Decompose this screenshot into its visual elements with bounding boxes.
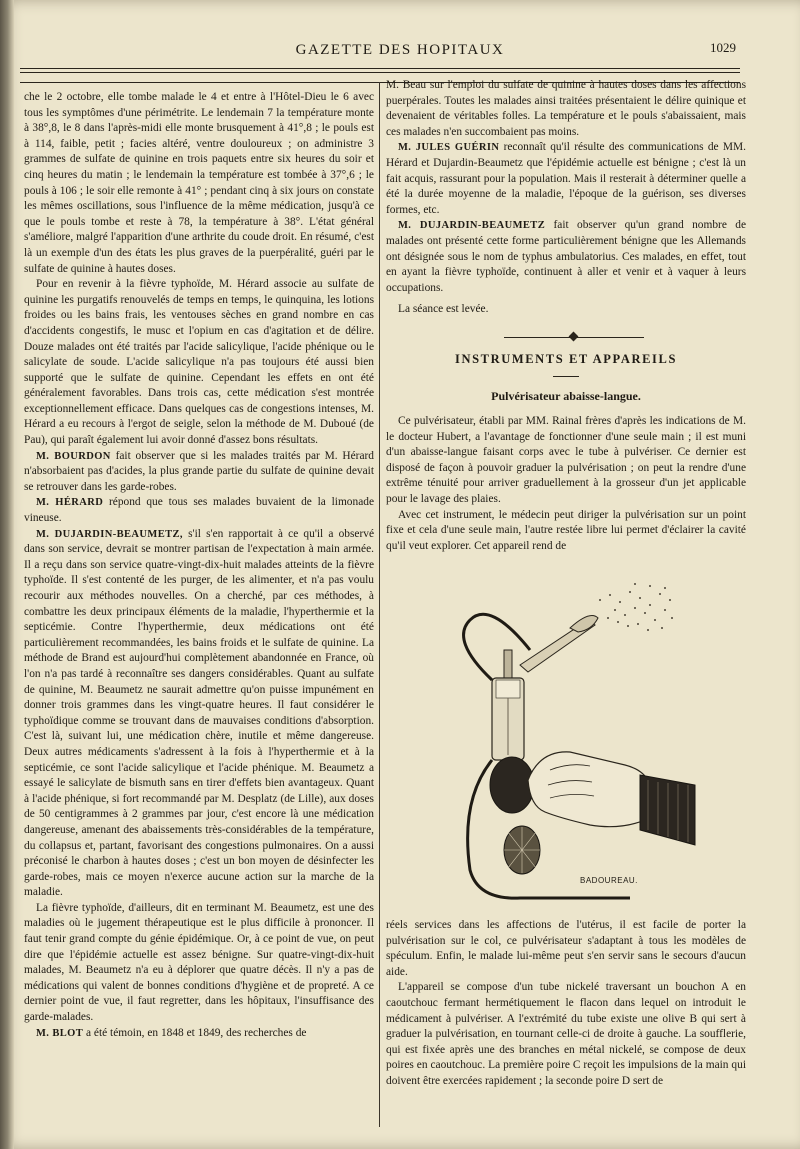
paragraph: La séance est levée. [398,303,489,316]
paragraph: L'appareil se compose d'un tube nickelé traversant un bouchon A en caoutchouc fermant hermétiquement le flacon dans lequel on introduit le médicament à pulvériser. A l'extrémité du tube existe une olive B qui sert à graduer la pulvérisation, en tournant celle-ci de droite à gauche. La soufflerie, qui est fixée après une des branches en métal nickelé, se compose de deux poires en caoutchouc. La première poire C reçoit les impulsions de la main qui doivent être exercées rapidement ; la seconde poire D sert de [386,981,746,1087]
right-column-top [386,78,746,554]
paragraph-text: reconnaît qu'il résulte des communications de MM. Hérard et Dujardin-Beaumetz que l'épidémie actuelle est bénigne ; c'est là un fait acquis, rassurant pour la population. Mais il resterait à déterminer quelle a été la durée moyenne de la maladie, l'époque de la guérison, ses diverses formes, etc. [386,141,746,216]
right-column-bottom [386,918,746,1090]
section-heading: INSTRUMENTS ET APPAREILS [454,351,677,366]
paragraph: Ce pulvérisateur, établi par MM. Rainal frères d'après les indications de M. le docteur Hubert, a l'avantage de fonctionner d'une seule main ; il est muni d'un abaisse-langue faisant corps avec le tube à pulvériser. Ce dernier est disposé de façon à pouvoir graduer la pulvérisation ; on peut la rendre d'une extrême ténuité pour arriver graduellement à la grosseur d'un jet applicable pour le lavage des plaies. [386,415,746,506]
paragraph: réels services dans les affections de l'utérus, il est facile de porter la pulvérisation sur le col, ce pulvérisateur s'adaptant à tous les modèles de spéculum. Enfin, le malade lui-même peut s'en servir sans le secours d'aucun aide. [386,919,746,978]
page-number: 1029 [710,40,736,55]
ornament-diamond-icon [569,331,579,341]
binding-spine [0,0,14,1149]
speaker-name: M. BOURDON [36,450,111,462]
atomizer-illustration [450,580,700,910]
section-ornament [386,332,746,342]
column-divider [379,82,380,1127]
paragraph [24,1026,374,1042]
paragraph [24,495,374,526]
paragraph: La fièvre typhoïde, d'ailleurs, dit en terminant M. Beaumetz, est une des maladies où le jugement thérapeutique est le plus difficile à prononcer. Il faut tenir grand compte du génie épidémique. Or, à ce point de vue, on peut dire que l'épidémie actuelle est assez bénigne. Sur quatre-vingt-dix-huit malades, M. Beaumetz n'a eu à déplorer que quatre décès. Il n'y a pas de médications qui valent de bonnes conditions d'hygiène et de propreté. A ce dernier point de vue, il faut regretter, dans les hôpitaux, l'insuffisance des garde-malades. [24,901,374,1024]
speaker-name: M. HÉRARD [36,497,104,509]
paragraph-text: répond que tous ses malades buvaient de la limonade vineuse. [24,496,374,525]
paragraph-text: fait observer que si les malades traités par M. Hérard n'absorbaient pas d'acides, la plus grande partie du sulfate de quinine devait se retrouver dans les garde-robes. [24,449,374,493]
paragraph [24,449,374,496]
speaker-name: M. JULES GUÉRIN [398,142,500,154]
header-rule [20,72,740,73]
speaker-name: M. DUJARDIN-BEAUMETZ, [36,528,183,540]
paragraph [386,140,746,218]
speaker-name: M. BLOT [36,1027,84,1039]
paragraph-text: s'il s'en rapportait à ce qu'il a observé dans son service, devrait se montrer partisan de l'expectation à main armée. Il a reçu dans son service quatre-vingt-dix-huit malades atteints de la fièvre typhoïde. Il s'est contenté de les purger, de les alimenter, et n'a pas voulu recourir aux méthodes nouvelles. On a cherché, par ces méthodes, à combattre les deux principaux éléments de la maladie, l'hyperthermie et la septicémie. Contre l'hyperthermie, deux médications ont été particulièrement recommandées, les bains froids et le sulfate de quinine. La méthode de Brand est aujourd'hui complètement abandonnée en France, où l'on n'a pas tardé à reconnaître ses dangers considérables. Quant au sulfate de quinine, M. Beaumetz ne saurait admettre qu'on puisse impunément en donner trois grammes dans les vingt-quatre heures. Il faut considérer le typhoïdique comme se trouvant dans de mauvaises conditions d'absorption. C'est là, suivant lui, une médication chère, inutile et même dangereuse. Deux autres médicaments s'adressent à la fois à l'hyperthermie et à la septicémie, ce sont l'acide salicylique et l'acide phénique. M. Beaumetz a essayé le salicylate de bismuth sans en tirer d'effets bien avantageux. Quant à l'acide phénique, si fort recommandé par M. Desplatz (de Lille), aux doses de 50 centigrammes à 2 grammes par jour, c'est encore là une médication dangereuse, amenant des abaissements très-considérables de la température, du collapsus et, partant, favorisant des congestions pulmonaires. On a aussi préconisé le charbon à hautes doses ; c'est un bon moyen de désinfecter les garde-robes, mais ce moyen n'exerce aucune action sur la marche de la maladie. [24,527,375,899]
paragraph [386,218,746,296]
paragraph: Avec cet instrument, le médecin peut diriger la pulvérisation sur un point fixe et cela d'une seule main, l'autre restée libre lui permet d'éclairer la cavité qu'il veut explorer. Cet appareil rend de [386,508,746,552]
left-column [24,90,374,1041]
speaker-name: M. DUJARDIN-BEAUMETZ [398,220,546,232]
header-rule [20,68,740,69]
engraver-signature: BADOUREAU. [580,876,638,885]
paragraph [24,527,374,901]
paragraph: M. Beau sur l'emploi du sulfate de quinine à hautes doses dans les affections puerpérales. Toutes les malades ainsi traitées présentaient le délire quinique et devenaient de véritables folles. La température et le pouls s'abaissaient, mais ces malades n'en succombaient pas moins. [386,79,746,138]
paragraph-text: fait observer qu'un grand nombre de malades ont présenté cette forme particulièrement bénigne que les Allemands ont désignée sous le nom de typhus ambulatorius. Ces malades, en effet, tout en ayant la fièvre typhoïde, continuent à aller et venir et à vaquer à leurs occupations. [386,219,746,294]
page-header-title: GAZETTE DES HOPITAUX [295,42,505,58]
paragraph: che le 2 octobre, elle tombe malade le 4 et entre à l'Hôtel-Dieu le 6 avec tous les symptômes d'une périmétrite. Le lendemain 7 la température monte à 38°,8, le 8 dans l'après-midi elle monte brusquement à 41°,8 ; le pouls est à 114, faible, petit ; facies altéré, ventre douloureux ; on administre 3 grammes de sulfate de quinine en trois paquets entre six heures du soir et cinq heures du matin ; le lendemain la température est tombée à 37°,6 ; le pouls à 106 ; le soir elle remonte à 41° ; pendant cinq à six jours on constate les mêmes oscillations, sous l'influence de la même médication, jusqu'à ce que le pouls tombe et reste à 78, la température à 38°. L'état général s'améliore, malgré l'apparition d'une arthrite du coude droit. En résumé, c'est là un exemple d'un des états les plus graves de la puerpéralité, guéri par le sulfate de quinine à hautes doses. [24,91,374,275]
spray-mist [599,583,673,631]
subsection-heading: Pulvérisateur abaisse-langue. [491,388,641,403]
short-rule [553,376,579,377]
paragraph: Pour en revenir à la fièvre typhoïde, M. Hérard associe au sulfate de quinine les purgatifs renouvelés de temps en temps, le quinquina, les lotions froides ou les bains frais, les ventouses sèches en grand nombre en cas d'accidents congestifs, le musc et l'opium en cas d'agitation et de délire. Douze malades ont été traités par l'acide salicylique, l'acide phénique ou le salicylate de soude. L'acide salicylique n'a pas toujours été aussi bien supporté que le sulfate de quinine. Cependant les effets en ont été généralement favorables. Dans trois cas, cette médication s'est montrée exceptionnellement efficace. Dans quelques cas de congestions intenses, M. Hérard a eu recours à l'ergot de seigle, selon la méthode de M. Duboué (de Pau), qui paraît également lui avoir donné d'assez bons résultats. [24,278,374,447]
paragraph-text: a été témoin, en 1848 et 1849, des recherches de [86,1026,307,1039]
